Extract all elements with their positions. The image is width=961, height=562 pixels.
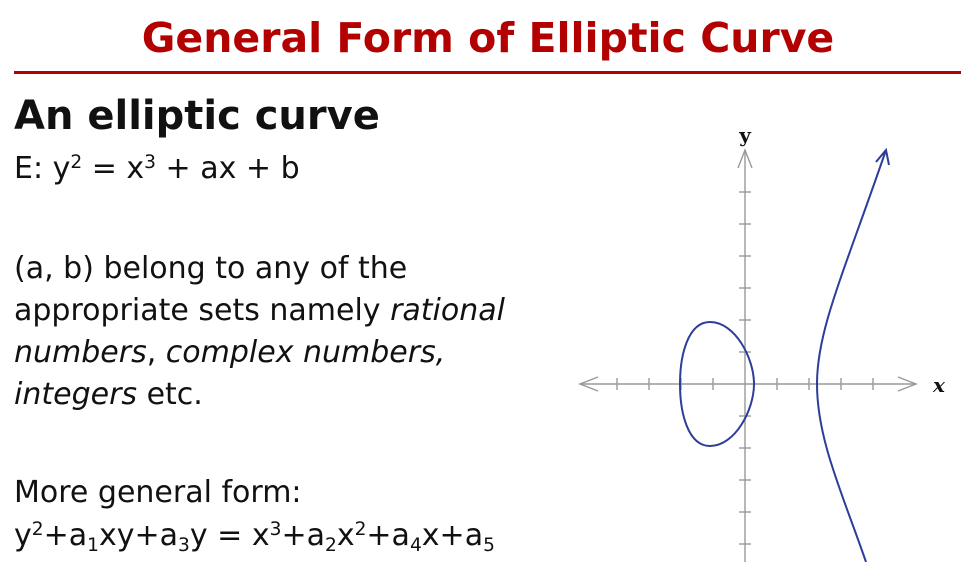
description-line-1: (a, b) belong to any of the bbox=[14, 251, 408, 286]
equation-line bbox=[14, 148, 300, 190]
general-form-equation: $y^2+a_1xy+a_3y = x^3+a_2x^2+a_4x+a_5$ bbox=[14, 518, 495, 556]
section-heading: An elliptic curve bbox=[14, 93, 380, 139]
comma-space: , bbox=[146, 335, 166, 370]
title-underline bbox=[14, 71, 961, 74]
general-form-label: More general form: bbox=[14, 475, 302, 510]
term-integers: integers bbox=[14, 377, 138, 412]
description-tail: etc. bbox=[137, 377, 203, 412]
eq-tail: + ax + b bbox=[156, 151, 300, 186]
x-axis-label: x bbox=[933, 373, 945, 397]
term-complex: complex numbers, bbox=[165, 335, 446, 370]
eq-exp-2: 2 bbox=[70, 151, 83, 173]
term-rational: rational bbox=[390, 293, 505, 328]
term-numbers: numbers bbox=[14, 335, 147, 370]
eq-mid: = x bbox=[82, 151, 145, 186]
slide-title: General Form of Elliptic Curve bbox=[141, 14, 835, 62]
curve-open-branch bbox=[817, 150, 886, 562]
description-line-2 bbox=[14, 290, 505, 332]
y-axis-label: y bbox=[739, 123, 751, 147]
description-plain: appropriate sets namely bbox=[14, 293, 391, 328]
eq-exp-3: 3 bbox=[144, 151, 157, 173]
elliptic-curve-graph bbox=[575, 118, 961, 562]
description-line-4 bbox=[14, 374, 203, 416]
description-line-3 bbox=[14, 332, 445, 374]
eq-lhs: E: y bbox=[14, 151, 71, 186]
